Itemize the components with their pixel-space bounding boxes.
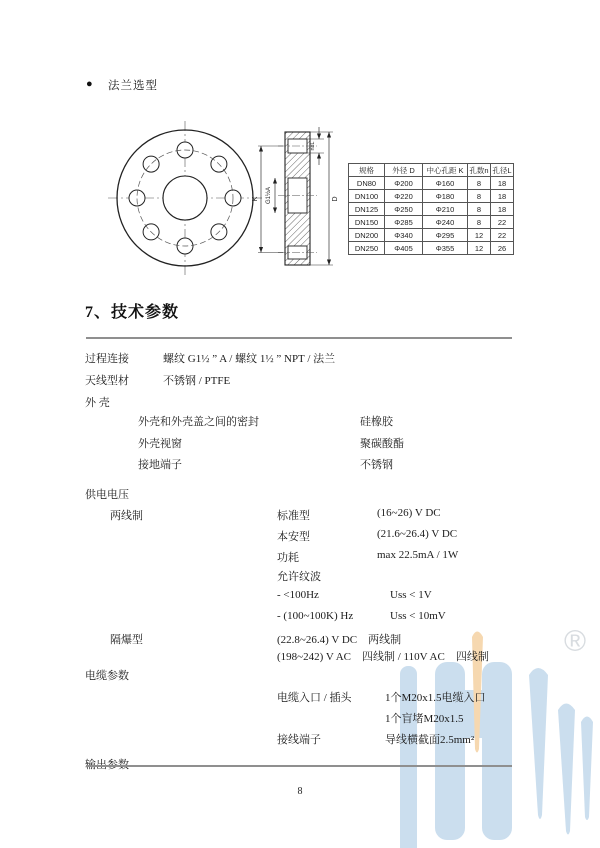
table-row xyxy=(349,190,514,203)
table-row xyxy=(349,203,514,216)
cell: 12 xyxy=(468,229,491,242)
spec-label: 外壳视窗 xyxy=(138,438,182,450)
bullet-icon: ● xyxy=(86,78,93,90)
spec-label: 电缆参数 xyxy=(85,670,129,682)
spec-row-ripple-allowed xyxy=(0,568,600,583)
col-header-hole-count: 孔数n xyxy=(469,165,489,175)
spec-value: (198~242) V AC 四线制 / 110V AC 四线制 xyxy=(277,651,489,663)
spec-value: Uss < 1V xyxy=(390,589,432,601)
dim-label-k: K xyxy=(252,196,259,202)
cell: 22 xyxy=(491,229,514,242)
spec-row-wiring-terminal xyxy=(0,731,600,746)
cell: Φ220 xyxy=(385,190,423,203)
spec-row-cable-params xyxy=(0,667,600,682)
spec-row-ripple-100k xyxy=(0,610,600,625)
spec-row-output-params xyxy=(0,756,600,771)
cell: 18 xyxy=(491,177,514,190)
dim-label-thread: G1½A xyxy=(266,186,272,205)
spec-row-intrinsic-safe xyxy=(0,528,600,543)
cell: 8 xyxy=(468,190,491,203)
spec-label: 过程连接 xyxy=(85,353,129,365)
cell: Φ340 xyxy=(385,229,423,242)
spec-value: 1个M20x1.5电缆入口 xyxy=(385,692,486,704)
cell: 18 xyxy=(491,203,514,216)
spec-value: 螺纹 G1½ ” A / 螺纹 1½ ” NPT / 法兰 xyxy=(163,353,336,365)
section-title: 7、技术参数 xyxy=(85,304,180,321)
table-row xyxy=(349,242,514,255)
spec-label: 天线型材 xyxy=(85,375,129,387)
spec-label: 供电电压 xyxy=(85,489,129,501)
cell: Φ160 xyxy=(423,177,468,190)
cell: 8 xyxy=(468,203,491,216)
cell: Φ180 xyxy=(423,190,468,203)
spec-row-process-connection xyxy=(0,350,600,365)
spec-value: 不锈钢 xyxy=(360,459,393,471)
spec-sublabel: 接线端子 xyxy=(277,734,321,746)
cell: 8 xyxy=(468,216,491,229)
cell: Φ285 xyxy=(385,216,423,229)
spec-label: 外壳和外壳盖之间的密封 xyxy=(138,416,259,428)
spec-label: 接地端子 xyxy=(138,459,182,471)
spec-value: 导线横截面2.5mm² xyxy=(385,734,475,746)
spec-row-antenna-material xyxy=(0,372,600,387)
flange-drawing xyxy=(100,115,345,280)
spec-row-cable-entry xyxy=(0,689,600,704)
dim-label-d: D xyxy=(332,196,339,202)
cell: DN250 xyxy=(349,242,385,255)
spec-sublabel: 标准型 xyxy=(277,510,310,522)
spec-value: 硅橡胶 xyxy=(360,416,393,428)
dim-label-nxl: nxL xyxy=(310,141,316,151)
flange-drawing-icon xyxy=(100,115,345,280)
spec-row-ripple-100hz xyxy=(0,589,600,604)
spec-row-two-wire-standard xyxy=(0,507,600,522)
spec-label: 两线制 xyxy=(110,510,143,522)
spec-row-ac-supply xyxy=(0,648,600,663)
spec-label xyxy=(85,756,129,772)
cell: 12 xyxy=(468,242,491,255)
flange-selection-label: 法兰选型 xyxy=(108,80,158,92)
table-header-row xyxy=(349,164,514,177)
cell: Φ240 xyxy=(423,216,468,229)
spec-value: 1个盲堵M20x1.5 xyxy=(385,713,464,725)
col-header-spec: 规格 xyxy=(349,164,385,177)
spec-value: max 22.5mA / 1W xyxy=(377,549,459,561)
spec-sublabel: 本安型 xyxy=(277,531,310,543)
cell: 18 xyxy=(491,190,514,203)
cell: Φ250 xyxy=(385,203,423,216)
spec-value: (16~26) V DC xyxy=(377,507,441,519)
spec-value: Uss < 10mV xyxy=(390,610,446,622)
table-row xyxy=(349,177,514,190)
cell: DN80 xyxy=(349,177,385,190)
cell: Φ210 xyxy=(423,203,468,216)
cell: Φ405 xyxy=(385,242,423,255)
spec-label: 外 壳 xyxy=(85,397,110,409)
spec-row-supply-voltage xyxy=(0,486,600,501)
col-header-hole-dia: 孔径L xyxy=(492,165,512,175)
spec-row-power-consumption xyxy=(0,549,600,564)
registered-trademark-icon: ® xyxy=(563,625,587,658)
spec-sublabel: - (100~100K) Hz xyxy=(277,610,354,622)
spec-sublabel: 允许纹波 xyxy=(277,571,321,583)
spec-row-blind-plug xyxy=(0,710,600,725)
flange-selection-heading xyxy=(0,77,600,93)
spec-value: (22.8~26.4) V DC 两线制 xyxy=(277,634,402,646)
cell: Φ295 xyxy=(423,229,468,242)
spec-label: 隔爆型 xyxy=(110,634,143,646)
cell: DN150 xyxy=(349,216,385,229)
cell: DN200 xyxy=(349,229,385,242)
spec-row-housing-seal xyxy=(0,413,600,428)
section-divider xyxy=(86,337,512,339)
col-header-outer-dia: 外径 D xyxy=(385,164,423,177)
spec-row-explosion-proof xyxy=(0,631,600,646)
flange-size-table xyxy=(348,163,514,255)
page-number: 8 xyxy=(297,786,303,797)
cell: Φ200 xyxy=(385,177,423,190)
spec-sublabel: - <100Hz xyxy=(277,589,319,601)
cell: 26 xyxy=(491,242,514,255)
spec-row-housing xyxy=(0,394,600,409)
col-header-bolt-circle: 中心孔距 K xyxy=(423,164,468,177)
spec-row-ground-terminal xyxy=(0,456,600,471)
cell: DN100 xyxy=(349,190,385,203)
spec-sublabel: 功耗 xyxy=(277,552,299,564)
output-section-divider xyxy=(86,765,512,767)
table-row xyxy=(349,229,514,242)
spec-sublabel: 电缆入口 / 插头 xyxy=(277,692,352,704)
cell: Φ355 xyxy=(423,242,468,255)
spec-value: 不锈钢 / PTFE xyxy=(163,375,231,387)
spec-row-housing-window xyxy=(0,435,600,450)
spec-value: 聚碳酸酯 xyxy=(360,438,404,450)
cell: 22 xyxy=(491,216,514,229)
table-row xyxy=(349,216,514,229)
cell: 8 xyxy=(468,177,491,190)
cell: DN125 xyxy=(349,203,385,216)
spec-value: (21.6~26.4) V DC xyxy=(377,528,458,540)
